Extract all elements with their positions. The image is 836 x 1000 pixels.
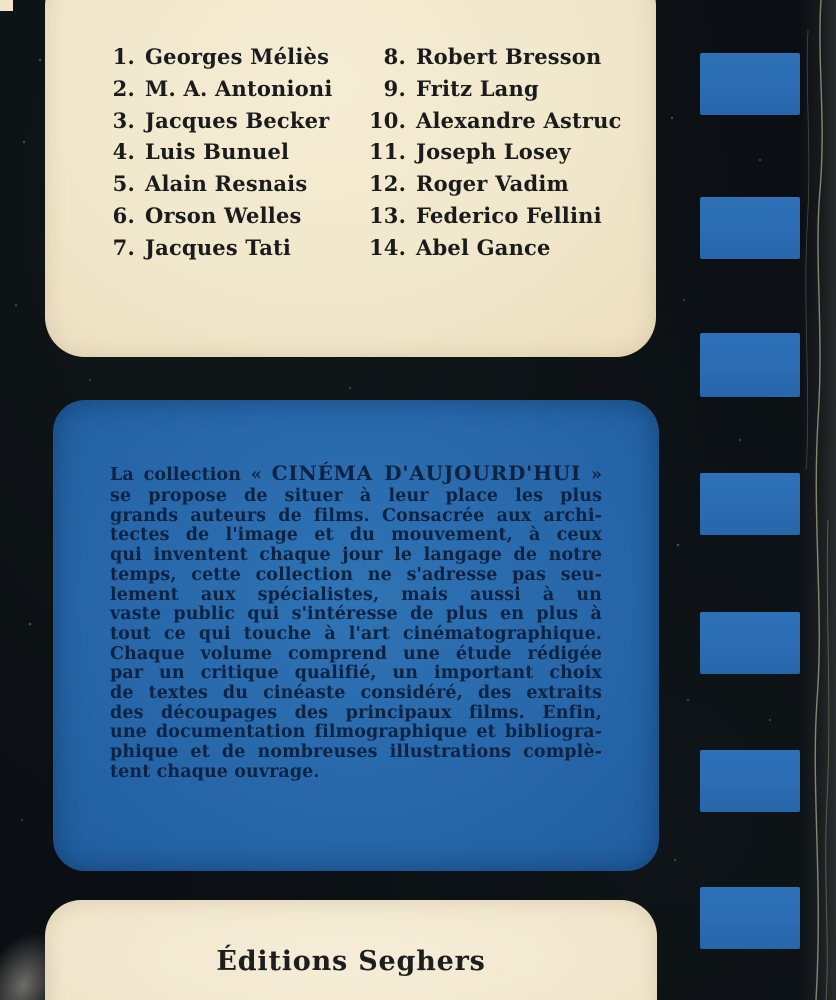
- director-number: 11.: [369, 139, 407, 165]
- director-number: 5.: [112, 171, 135, 197]
- director-number: 9.: [383, 75, 406, 101]
- director-number: 2.: [112, 75, 135, 101]
- director-list-item: [109, 139, 333, 171]
- director-name: Alexandre Astruc: [416, 107, 622, 133]
- blurb-line: se propose de situer à leur place les plus: [110, 486, 602, 506]
- director-number: 4.: [112, 139, 135, 165]
- director-number: 1.: [112, 44, 135, 69]
- blurb-line: qui inventent chaque jour le langage de notre: [110, 545, 602, 566]
- director-name: Georges Méliès: [145, 44, 330, 69]
- director-number: 14.: [369, 234, 407, 260]
- director-list-item: [109, 171, 333, 203]
- blurb-line: vaste public qui s'intéresse de plus en plus à: [110, 604, 602, 625]
- director-name: Jacques Tati: [145, 234, 292, 260]
- director-number: 10.: [369, 107, 407, 133]
- director-list-item: [369, 44, 622, 76]
- film-sprocket-hole: [700, 750, 800, 812]
- director-name: M. A. Antonioni: [145, 75, 333, 101]
- blurb-line: temps, cette collection ne s'adresse pas seu-: [110, 564, 602, 585]
- director-name: Luis Bunuel: [145, 139, 290, 165]
- director-list-item: [109, 44, 333, 76]
- director-name: Fritz Lang: [416, 75, 539, 101]
- blurb-lines: [110, 487, 602, 783]
- blurb-line: grands auteurs de films. Consacrée aux archi-: [110, 505, 602, 526]
- director-list-item: [369, 235, 622, 267]
- director-number: 13.: [369, 202, 407, 228]
- blurb-intro-suffix: »: [590, 465, 602, 485]
- blurb-line: [110, 462, 602, 486]
- collection-blurb-panel: [53, 400, 659, 871]
- director-name: Joseph Losey: [416, 139, 571, 165]
- director-list-item: [109, 76, 333, 108]
- blurb-line: lement aux spécialistes, mais aussi à un: [110, 584, 602, 605]
- director-list-item: [369, 203, 622, 235]
- film-sprocket-hole: [700, 53, 800, 115]
- blurb-line: tout ce qui touche à l'art cinématographique.: [110, 623, 602, 644]
- director-list-item: [369, 108, 622, 140]
- blurb-line: tent chaque ouvrage.: [110, 761, 320, 782]
- director-list-item: [369, 76, 622, 108]
- director-name: Orson Welles: [145, 202, 302, 228]
- blurb-line: des découpages des principaux films. Enfin,: [110, 702, 602, 723]
- film-sprocket-hole: [700, 333, 800, 397]
- film-sprocket-hole: [700, 612, 800, 674]
- blurb-line: par un critique qualifié, un important choix: [110, 663, 602, 684]
- cover-corner-wear: [0, 0, 13, 11]
- blurb-line: de textes du cinéaste considéré, des extraits: [110, 683, 602, 704]
- publisher-name: Éditions Seghers: [216, 946, 486, 977]
- director-list-item: [109, 235, 333, 267]
- blurb-intro-prefix: La collection «: [110, 465, 262, 485]
- director-name: Robert Bresson: [416, 44, 602, 69]
- blurb-line: une documentation filmographique et bibliogra-: [110, 722, 602, 743]
- cover-edge-scuff: [800, 0, 836, 1000]
- director-number: 7.: [112, 234, 135, 260]
- series-title: CINÉMA D'AUJOURD'HUI: [271, 461, 582, 485]
- director-name: Abel Gance: [416, 234, 551, 260]
- collection-blurb: [110, 462, 602, 783]
- director-list-item: [369, 171, 622, 203]
- director-number: 3.: [112, 107, 135, 133]
- directors-column-right: [369, 44, 622, 267]
- director-name: Roger Vadim: [416, 171, 569, 197]
- director-number: 12.: [369, 171, 407, 197]
- blurb-line: Chaque volume comprend une étude rédigée: [110, 643, 602, 664]
- film-sprocket-hole: [700, 197, 800, 259]
- director-list-item: [369, 139, 622, 171]
- director-name: Alain Resnais: [145, 171, 308, 197]
- director-number: 8.: [383, 44, 406, 69]
- director-name: Federico Fellini: [416, 202, 602, 228]
- director-number: 6.: [112, 202, 135, 228]
- blurb-line: tectes de l'image et du mouvement, à ceux: [110, 525, 602, 546]
- director-name: Jacques Becker: [145, 107, 330, 133]
- director-list-item: [109, 203, 333, 235]
- blurb-line: phique et de nombreuses illustrations complè-: [110, 742, 602, 763]
- director-list-item: [109, 108, 333, 140]
- film-sprocket-hole: [700, 887, 800, 949]
- directors-card: [45, 0, 656, 357]
- directors-column-left: [109, 44, 333, 267]
- publisher-card: [45, 900, 657, 1000]
- film-sprocket-hole: [700, 473, 800, 535]
